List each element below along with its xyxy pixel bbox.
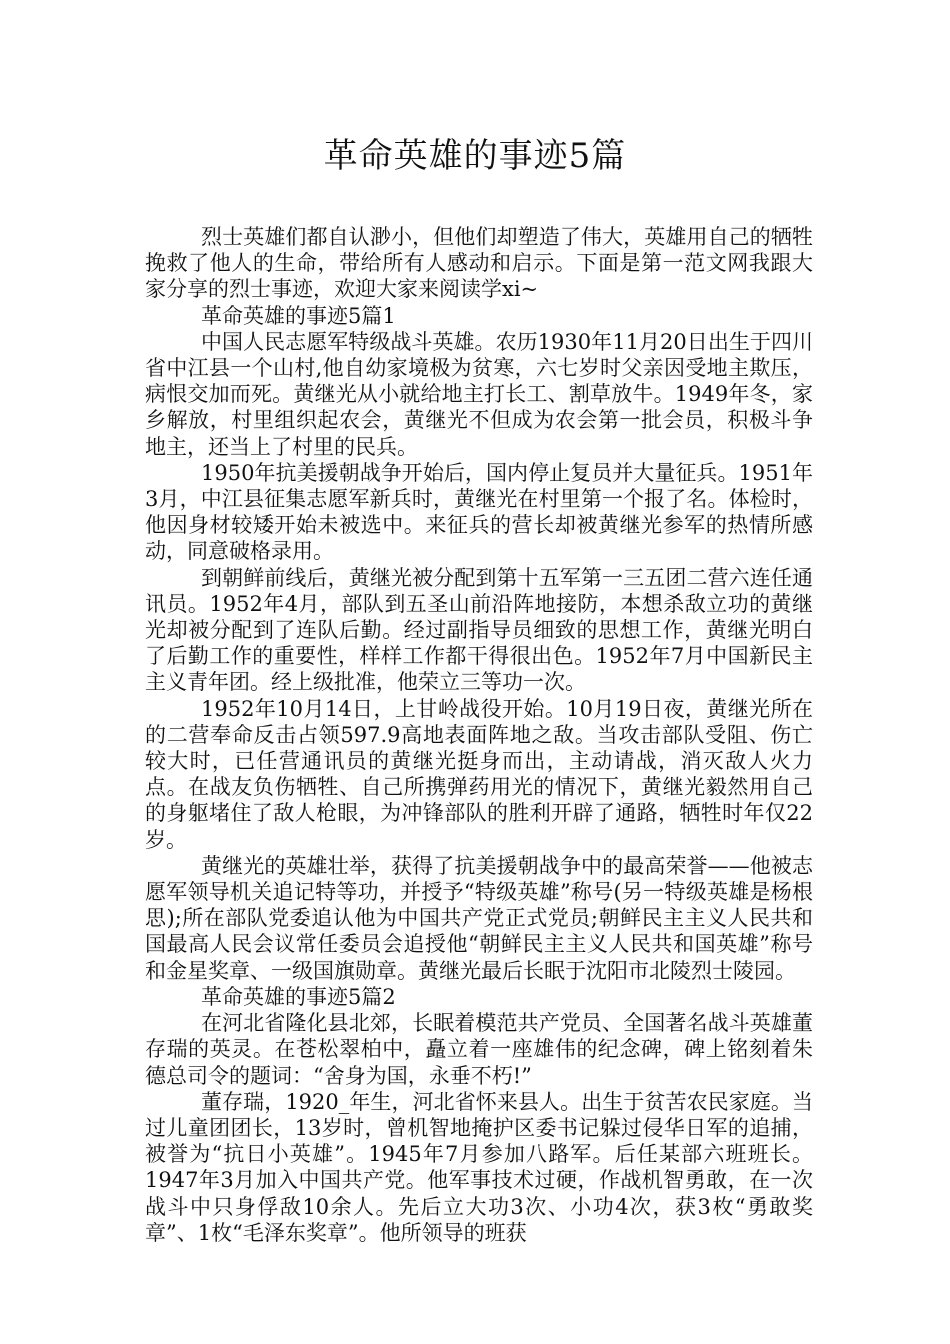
paragraph: 在河北省隆化县北郊，长眠着模范共产党员、全国著名战斗英雄董存瑞的英灵。在苍松翠柏中，矗立着一座雄伟的纪念碑，碑上铭刻着朱德总司令的题词：“舍身为国，永垂不朽!” <box>145 1011 813 1088</box>
paragraph: 到朝鲜前线后，黄继光被分配到第十五军第一三五团二营六连任通讯员。1952年4月，部队到五圣山前沿阵地接防，本想杀敌立功的黄继光却被分配到了连队后勤。经过副指导员细致的思想工作，黄继光明白了后勤工作的重要性，样样工作都干得很出色。1952年7月中国新民主主义青年团。经上级批准，他荣立三等功一次。 <box>145 565 813 695</box>
section-heading-1: 革命英雄的事迹5篇1 <box>201 303 396 328</box>
document-title: 革命英雄的事迹5篇 <box>323 136 627 176</box>
section-heading-2: 革命英雄的事迹5篇2 <box>201 984 396 1009</box>
paragraph: 黄继光的英雄壮举，获得了抗美援朝战争中的最高荣誉——他被志愿军领导机关追记特等功，并授予“特级英雄”称号(另一特级英雄是杨根思);所在部队党委追认他为中国共产党正式党员;朝鲜民主主义人民共和国最高人民会议常任委员会追授他“朝鲜民主主义人民共和国英雄”称号和金星奖章、一级国旗勋章。黄继光最后长眠于沈阳市北陵烈士陵园。 <box>145 853 813 983</box>
document-body <box>145 224 813 1246</box>
paragraph: 中国人民志愿军特级战斗英雄。农历1930年11月20日出生于四川省中江县一个山村,他自幼家境极为贫寒，六七岁时父亲因受地主欺压，病恨交加而死。黄继光从小就给地主打长工、割草放牛。1949年冬，家乡解放，村里组织起农会，黄继光不但成为农会第一批会员，积极斗争地主，还当上了村里的民兵。 <box>145 329 813 459</box>
intro-paragraph: 烈士英雄们都自认渺小，但他们却塑造了伟大，英雄用自己的牺牲挽救了他人的生命，带给所有人感动和启示。下面是第一范文网我跟大家分享的烈士事迹，欢迎大家来阅读学xi~ <box>145 225 813 302</box>
paragraph: 1950年抗美援朝战争开始后，国内停止复员并大量征兵。1951年3月，中江县征集志愿军新兵时，黄继光在村里第一个报了名。体检时，他因身材较矮开始未被选中。来征兵的营长却被黄继光参军的热情所感动，同意破格录用。 <box>145 460 813 564</box>
paragraph: 董存瑞，1920_年生，河北省怀来县人。出生于贫苦农民家庭。当过儿童团团长，13岁时，曾机智地掩护区委书记躲过侵华日军的追捕，被誉为“抗日小英雄”。1945年7月参加八路军。后任某部六班班长。1947年3月加入中国共产党。他军事技术过硬，作战机智勇敢，在一次战斗中只身俘敌10余人。先后立大功3次、小功4次，获3枚“勇敢奖章”、1枚“毛泽东奖章”。他所领导的班获 <box>145 1089 813 1245</box>
paragraph: 1952年10月14日，上甘岭战役开始。10月19日夜，黄继光所在的二营奉命反击占领597.9高地表面阵地之敌。当攻击部队受阻、伤亡较大时，已任营通讯员的黄继光挺身而出，主动请战，消灭敌人火力点。在战友负伤牺牲、自己所携弹药用光的情况下，黄继光毅然用自己的身躯堵住了敌人枪眼，为冲锋部队的胜利开辟了通路，牺牲时年仅22岁。 <box>145 696 813 852</box>
